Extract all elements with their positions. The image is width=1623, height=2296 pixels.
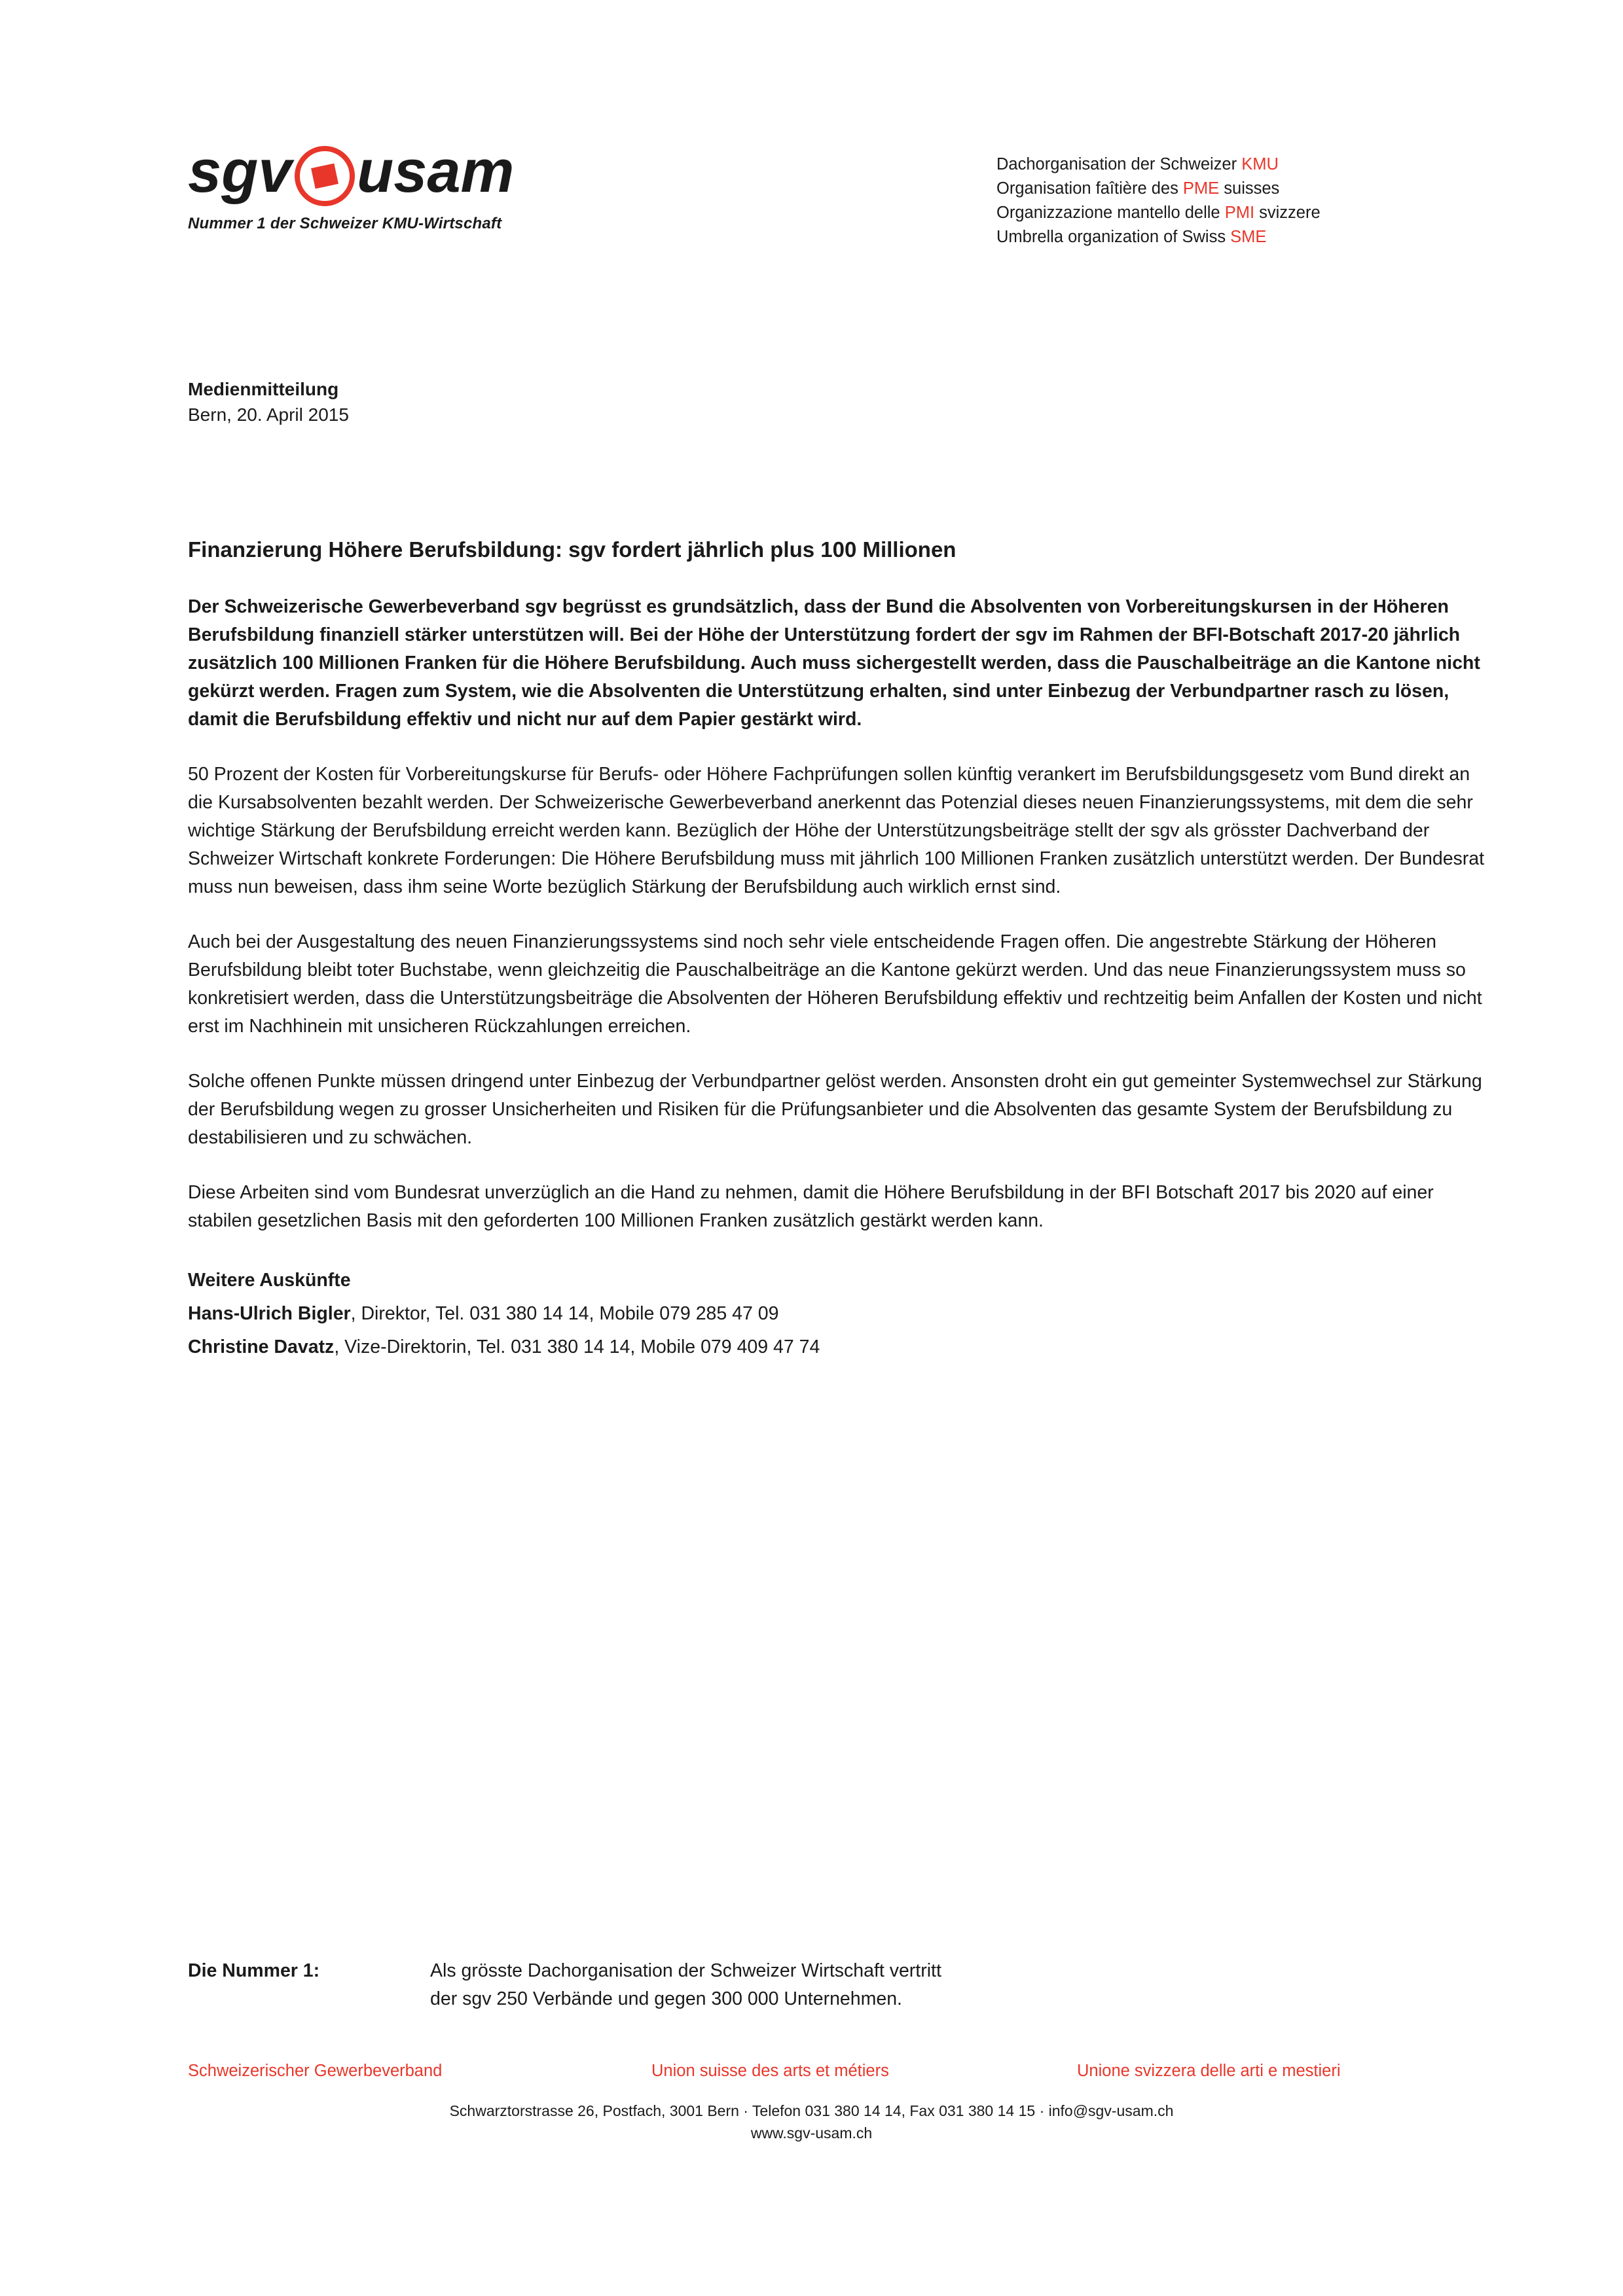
nummer-eins-text-line-2: der sgv 250 Verbände und gegen 300 000 Unternehmen.	[430, 1988, 902, 2009]
footer-association-names	[0, 2062, 1623, 2088]
header-lang-en	[996, 225, 1321, 249]
header-lang-fr-suffix: suisses	[1219, 179, 1280, 198]
header-lang-it-prefix: Organizzazione mantello delle	[996, 204, 1225, 222]
header-lang-it-highlight: PMI	[1224, 204, 1255, 222]
sgv-usam-logo	[188, 141, 581, 233]
nummer-eins-label-text: Die Nummer 1	[188, 1960, 314, 1981]
footer-address-line-1: Schwarztorstrasse 26, Postfach, 3001 Bern · Telefon 031 380 14 14, Fax 031 380 14 15 · info@sgv-usam.ch	[449, 2102, 1174, 2119]
header-lang-de-highlight: KMU	[1241, 155, 1279, 173]
header-lang-en-prefix: Umbrella organization of Swiss	[996, 228, 1231, 246]
lead-paragraph: Der Schweizerische Gewerbeverband sgv begrüsst es grundsätzlich, dass der Bund die Absolventen von Vorbereitungskursen in der Höheren Berufsbildung finanziell stärker unterstützen will. Bei der Höhe der Unterstützung fordert der sgv im Rahmen der BFI-Botschaft 2017-20 jährlich zusätzlich 100 Millionen Franken für die Höhere Berufsbildung. Auch muss sichergestellt werden, dass die Pauschalbeiträge an die Kantone nicht gekürzt werden. Fragen zum System, wie die Absolventen die Unterstützung erhalten, sind unter Einbezug der Verbundpartner rasch zu lösen, damit die Berufsbildung effektiv und nicht nur auf dem Papier gestärkt wird.	[188, 596, 1480, 730]
nummer-eins-text	[430, 1957, 1412, 2013]
header-lang-en-highlight: SME	[1230, 228, 1267, 246]
logo-wordmark-icon	[188, 141, 581, 209]
footer-name-it: Unione svizzera delle arti e mestieri	[1077, 2062, 1341, 2080]
svg-text:usam: usam	[357, 141, 515, 205]
nummer-eins-text-line-1: Als grösste Dachorganisation der Schweizer Wirtschaft vertritt	[430, 1960, 941, 1981]
contact-name: Hans-Ulrich Bigler	[188, 1303, 351, 1324]
document-type-label: Medienmitteilung	[188, 379, 339, 399]
footer-name-de: Schweizerischer Gewerbeverband	[188, 2062, 443, 2080]
header-lang-fr	[996, 177, 1321, 201]
header-lang-it-suffix: svizzere	[1254, 204, 1321, 222]
nummer-eins-label	[188, 1957, 430, 1985]
document-footer	[0, 2062, 1623, 2144]
contact-details: , Direktor, Tel. 031 380 14 14, Mobile 079 285 47 09	[350, 1303, 779, 1324]
footer-website: www.sgv-usam.ch	[750, 2125, 873, 2142]
contact-row	[188, 1333, 1486, 1361]
header-lang-fr-prefix: Organisation faîtière des	[996, 179, 1183, 198]
header-language-list	[996, 152, 1321, 249]
header-lang-de-prefix: Dachorganisation der Schweizer	[996, 155, 1242, 173]
logo-tagline: Nummer 1 der Schweizer KMU-Wirtschaft	[188, 215, 502, 232]
svg-text:sgv: sgv	[188, 141, 292, 205]
header-lang-it	[996, 201, 1321, 225]
footer-name-fr: Union suisse des arts et métiers	[651, 2062, 889, 2080]
dateline: Bern, 20. April 2015	[188, 404, 349, 425]
footer-address	[0, 2100, 1623, 2144]
nummer-eins-colon: :	[313, 1960, 320, 1981]
nummer-eins-block	[188, 1957, 1486, 2013]
header-lang-fr-highlight: PME	[1182, 179, 1220, 198]
document-header	[188, 141, 1486, 272]
contacts-heading: Weitere Auskünfte	[188, 1270, 351, 1291]
contact-name: Christine Davatz	[188, 1336, 335, 1357]
body-paragraph-2: Auch bei der Ausgestaltung des neuen Finanzierungssystems sind noch sehr viele entscheidende Fragen offen. Die angestrebte Stärkung der Höheren Berufsbildung bleibt toter Buchstabe, wenn gleichzeitig die Pauschalbeiträge an die Kantone gekürzt werden. Und das neue Finanzierungssystem muss so konkretisiert werden, dass die Unterstützungsbeiträge die Absolventen der Höheren Berufsbildung effektiv und rechtzeitig beim Anfallen der Kosten und nicht erst im Nachhinein mit unsicheren Rückzahlungen erreichen.	[188, 931, 1482, 1037]
body-paragraph-1: 50 Prozent der Kosten für Vorbereitungskurse für Berufs- oder Höhere Fachprüfungen sollen künftig verankert im Berufsbildungsgesetz vom Bund direkt an die Kursabsolventen bezahlt werden. Der Schweizerische Gewerbeverband anerkennt das Potenzial dieses neuen Finanzierungssystems, mit dem die sehr wichtige Stärkung der Berufsbildung erreicht werden kann. Bezüglich der Höhe der Unterstützungsbeiträge stellt der sgv als grösster Dachverband der Schweizer Wirtschaft konkrete Forderungen: Die Höhere Berufsbildung muss mit jährlich 100 Millionen Franken zusätzlich unterstützt werden. Der Bundesrat muss nun beweisen, dass ihm seine Worte bezüglich Stärkung der Berufsbildung auch wirklich ernst sind.	[188, 764, 1485, 897]
document-body	[188, 376, 1486, 1361]
body-paragraph-4: Diese Arbeiten sind vom Bundesrat unverzüglich an die Hand zu nehmen, damit die Höhere Berufsbildung in der BFI Botschaft 2017 bis 2020 auf einer stabilen gesetzlichen Basis mit den geforderten 100 Millionen Franken zusätzlich gestärkt werden kann.	[188, 1182, 1434, 1231]
contact-row	[188, 1300, 1486, 1328]
page-title: Finanzierung Höhere Berufsbildung: sgv fordert jährlich plus 100 Millionen	[188, 537, 957, 562]
header-lang-de	[996, 152, 1321, 177]
contact-details: , Vize-Direktorin, Tel. 031 380 14 14, Mobile 079 409 47 74	[334, 1336, 820, 1357]
body-paragraph-3: Solche offenen Punkte müssen dringend unter Einbezug der Verbundpartner gelöst werden. Ansonsten droht ein gut gemeinter Systemwechsel zur Stärkung der Berufsbildung wegen zu grosser Unsicherheiten und Risiken für die Prüfungsanbieter und die Absolventen das gesamte System der Berufsbildung zu destabilisieren und zu schwächen.	[188, 1071, 1482, 1148]
